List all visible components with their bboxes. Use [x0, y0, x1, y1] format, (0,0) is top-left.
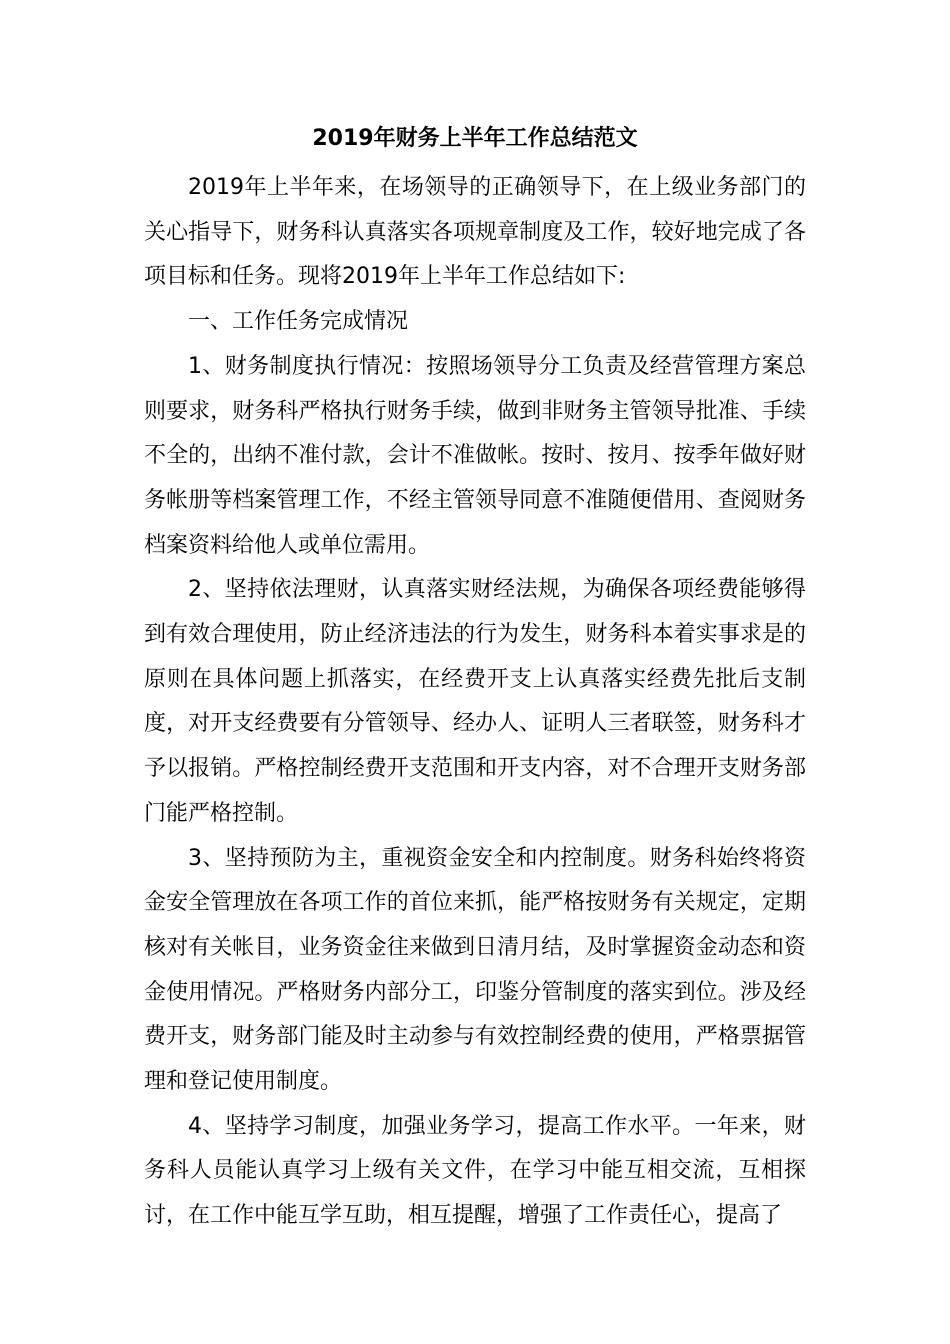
document-body [144, 166, 806, 1239]
paragraph-item-2: 2、坚持依法理财，认真落实财经法规，为确保各项经费能够得到有效合理使用，防止经济违法的行为发生，财务科本着实事求是的原则在具体问题上抓落实，在经费开支上认真落实经费先批后支制度，对开支经费要有分管领导、经办人、证明人三者联签，财务科才予以报销。严格控制经费开支范围和开支内容，对不合理开支财务部门能严格控制。 [144, 577, 806, 826]
paragraph-item-1: 1、财务制度执行情况：按照场领导分工负责及经营管理方案总则要求，财务科严格执行财务手续，做到非财务主管领导批准、手续不全的，出纳不准付款，会计不准做帐。按时、按月、按季年做好财务帐册等档案管理工作，不经主管领导同意不准随便借用、查阅财务档案资料给他人或单位需用。 [144, 353, 806, 558]
paragraph-item-3: 3、坚持预防为主，重视资金安全和内控制度。财务科始终将资金安全管理放在各项工作的首位来抓，能严格按财务有关规定，定期核对有关帐目，业务资金往来做到日清月结，及时掌握资金动态和资金使用情况。严格财务内部分工，印鉴分管制度的落实到位。涉及经费开支，财务部门能及时主动参与有效控制经费的使用，严格票据管理和登记使用制度。 [144, 845, 806, 1095]
paragraph-intro: 2019年上半年来，在场领导的正确领导下，在上级业务部门的关心指导下，财务科认真落实各项规章制度及工作，较好地完成了各项目标和任务。现将2019年上半年工作总结如下: [144, 175, 806, 290]
paragraph-item-4: 4、坚持学习制度，加强业务学习，提高工作水平。一年来，财务科人员能认真学习上级有关文件，在学习中能互相交流，互相探讨，在工作中能互学互助，相互提醒，增强了工作责任心，提高了 [144, 1113, 806, 1229]
section-heading-work-completion: 一、工作任务完成情况 [188, 309, 409, 335]
document-title: 2019年财务上半年工作总结范文 [312, 126, 638, 151]
